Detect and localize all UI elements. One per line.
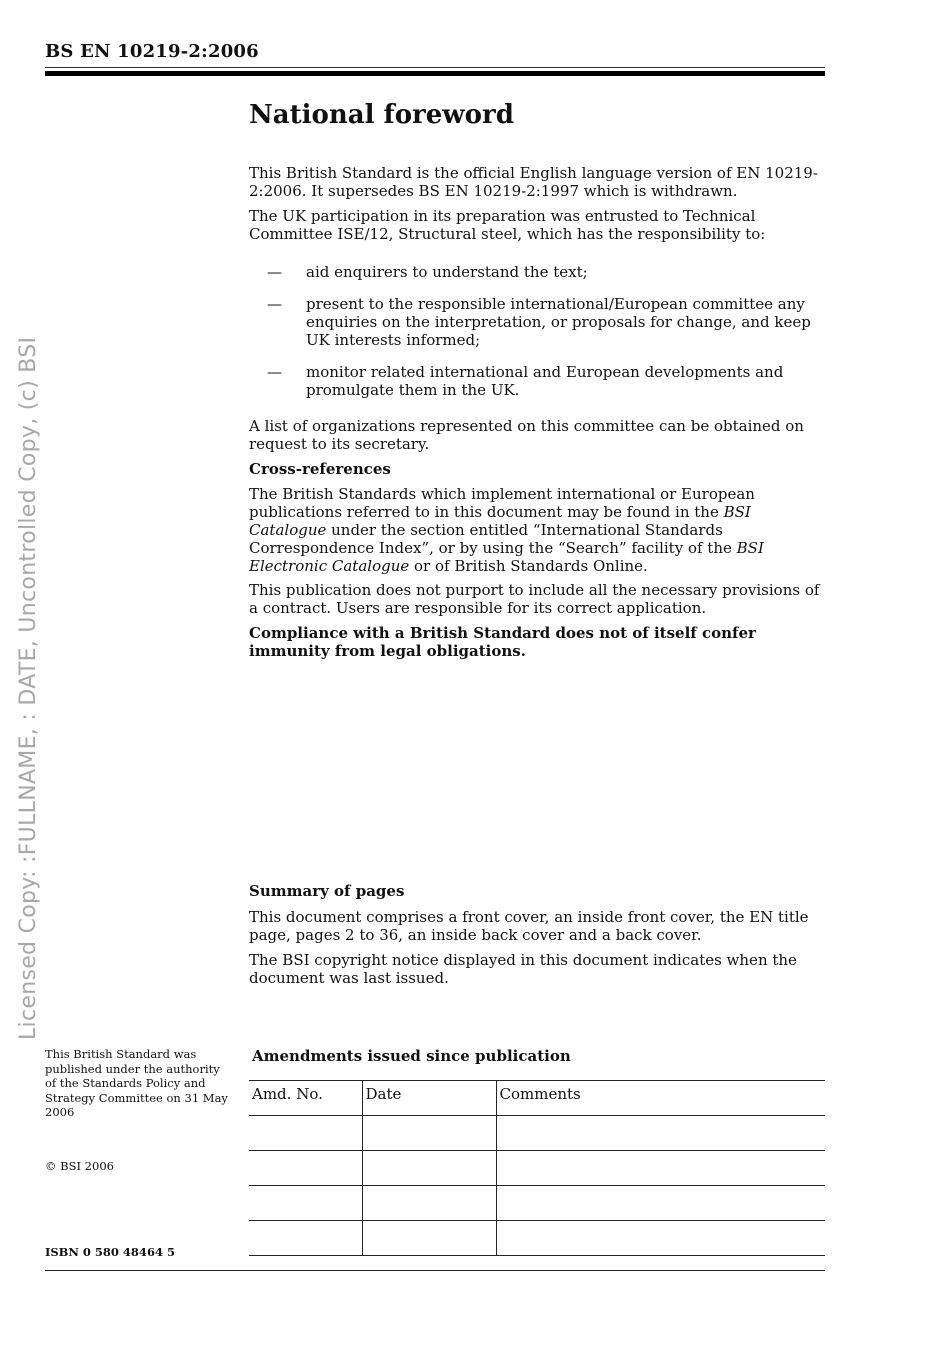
table-cell bbox=[362, 1116, 496, 1151]
table-cell bbox=[362, 1151, 496, 1186]
isbn: ISBN 0 580 48464 5 bbox=[45, 1245, 175, 1259]
list-item-text: aid enquirers to understand the text; bbox=[306, 263, 588, 281]
header-rule-thick bbox=[45, 71, 825, 76]
dash-bullet: — bbox=[267, 363, 282, 381]
list-item bbox=[249, 295, 829, 349]
summary-heading: Summary of pages bbox=[249, 882, 405, 900]
table-cell bbox=[249, 1116, 362, 1151]
document-code: BS EN 10219-2:2006 bbox=[45, 41, 259, 62]
header-rule-thin bbox=[45, 67, 825, 68]
compliance-statement: Compliance with a British Standard does not of itself confer immunity from legal obligations. bbox=[249, 624, 756, 660]
table-row bbox=[249, 1116, 825, 1151]
table-cell bbox=[496, 1116, 825, 1151]
column-header-amd-no: Amd. No. bbox=[249, 1081, 362, 1116]
cross-references-paragraph: The British Standards which implement international or European publications referred to in this document may be found in the BSI Catalogue under the section entitled “International Standards Correspondence Index”, or by using the “Search” facility of the BSI Electronic Catalogue or of British Standards Online. bbox=[249, 485, 764, 575]
bsi-catalogue-ref: BSI Catalogue bbox=[249, 503, 751, 539]
table-row bbox=[249, 1221, 825, 1256]
intro-paragraph-2: The UK participation in its preparation was entrusted to Technical Committee ISE/12, Structural steel, which has the responsibility to: bbox=[249, 207, 766, 243]
summary-paragraph-2: The BSI copyright notice displayed in this document indicates when the document was last issued. bbox=[249, 951, 797, 987]
table-cell bbox=[249, 1151, 362, 1186]
column-header-comments: Comments bbox=[496, 1081, 825, 1116]
table-cell bbox=[496, 1186, 825, 1221]
amendments-table bbox=[249, 1080, 825, 1256]
intro-paragraph-1: This British Standard is the official English language version of EN 10219-2:2006. It supersedes BS EN 10219-2:1997 which is withdrawn. bbox=[249, 164, 818, 200]
table-cell bbox=[362, 1221, 496, 1256]
table-cell bbox=[249, 1221, 362, 1256]
amendments-title: Amendments issued since publication bbox=[252, 1047, 571, 1065]
list-item bbox=[249, 263, 829, 281]
list-item-text: present to the responsible international/European committee any enquiries on the interpretation, or proposals for change, and keep UK interests informed; bbox=[306, 295, 811, 349]
table-cell bbox=[362, 1186, 496, 1221]
summary-paragraph-1: This document comprises a front cover, an inside front cover, the EN title page, pages 2 to 36, an inside back cover and a back cover. bbox=[249, 908, 809, 944]
table-header-row bbox=[249, 1081, 825, 1116]
copyright-notice: © BSI 2006 bbox=[45, 1159, 114, 1173]
license-watermark: Licensed Copy: :FULLNAME, : DATE, Uncontrolled Copy, (c) BSI bbox=[16, 336, 41, 1040]
cross-references-heading: Cross-references bbox=[249, 460, 391, 478]
table-row bbox=[249, 1186, 825, 1221]
dash-bullet: — bbox=[267, 295, 282, 313]
publication-note: This British Standard was published under the authority of the Standards Policy and Strategy Committee on 31 May 2006 bbox=[45, 1047, 228, 1119]
list-item bbox=[249, 363, 829, 399]
table-row bbox=[249, 1151, 825, 1186]
table-cell bbox=[496, 1151, 825, 1186]
table-cell bbox=[249, 1186, 362, 1221]
bsi-electronic-catalogue-ref: BSI Electronic Catalogue bbox=[249, 539, 764, 575]
provisions-paragraph: This publication does not purport to include all the necessary provisions of a contract. Users are responsible for its correct application. bbox=[249, 581, 820, 617]
page-title: National foreword bbox=[249, 100, 514, 130]
responsibility-list bbox=[249, 263, 829, 413]
footer-rule bbox=[45, 1270, 825, 1271]
column-header-date: Date bbox=[362, 1081, 496, 1116]
table-cell bbox=[496, 1221, 825, 1256]
dash-bullet: — bbox=[267, 263, 282, 281]
committee-list-paragraph: A list of organizations represented on this committee can be obtained on request to its secretary. bbox=[249, 417, 804, 453]
list-item-text: monitor related international and European developments and promulgate them in the UK. bbox=[306, 363, 784, 399]
